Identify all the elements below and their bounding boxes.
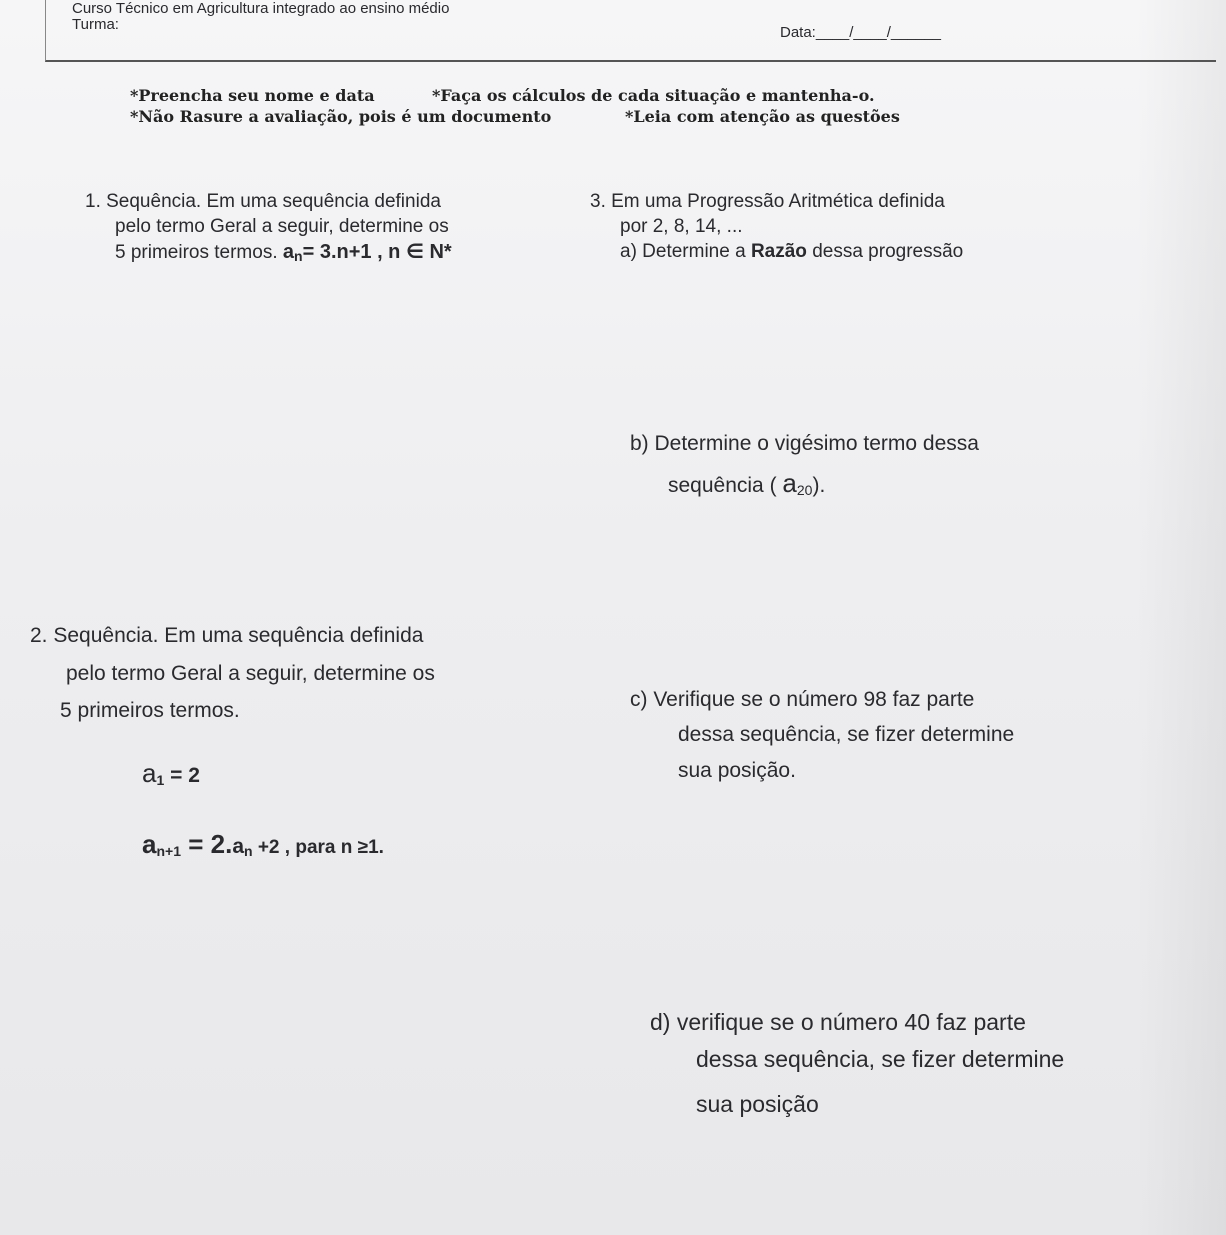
q2-a1-formula: $a_1 = 2$	[142, 758, 200, 788]
q1-line3	[115, 240, 452, 266]
instruction-calculations: *Faça os cálculos de cada situação e mantenha-o.	[432, 86, 875, 105]
instruction-name-date: *Preencha seu nome e data	[130, 86, 375, 105]
q3-c-line1: c) Verifique se o número 98 faz parte	[630, 688, 975, 711]
q3-d-line1: d) verifique se o número 40 faz parte	[650, 1009, 1026, 1035]
q2-line3: 5 primeiros termos.	[60, 699, 240, 722]
q3-d-line3: sua posição	[696, 1091, 819, 1117]
q3-a: a) Determine a Razão dessa progressão	[620, 241, 964, 262]
date-label: Data:	[780, 24, 816, 41]
course-title: Curso Técnico em Agricultura integrado ao ensino médio	[72, 0, 450, 17]
q3-line1: 3. Em uma Progressão Aritmética definida	[590, 191, 945, 212]
q1-line2: pelo termo Geral a seguir, determine os	[115, 216, 449, 237]
instruction-read-carefully: *Leia com atenção as questões	[625, 107, 900, 126]
q2-line1: 2. Sequência. Em uma sequência definida	[30, 624, 424, 647]
q2-recurrence-formula: $a_{n+1} = 2.a_n +2$ , para n ≥1.	[142, 829, 384, 859]
q3-d-line2: dessa sequência, se fizer determine	[696, 1046, 1065, 1072]
q3-c-line2: dessa sequência, se fizer determine	[678, 723, 1015, 746]
page-shadow	[1136, 0, 1226, 1235]
q2-line2: pelo termo Geral a seguir, determine os	[66, 662, 435, 685]
q3-b-line1: b) Determine o vigésimo termo dessa	[630, 432, 979, 455]
q1-formula: $a_n= 3.n+1$ , n ∈ N*	[282, 241, 452, 264]
date-blanks: ____/____/______	[815, 24, 941, 41]
date-field	[780, 24, 941, 41]
class-label: Turma:	[72, 16, 119, 33]
q1-line1: 1. Sequência. Em uma sequência definida	[85, 191, 441, 212]
q3-line2: por 2, 8, 14, ...	[620, 216, 743, 237]
q3-c-line3: sua posição.	[678, 759, 796, 782]
q3-b-line2: sequência ( $a_{20}$).	[668, 468, 826, 498]
q1-line3-text: 5 primeiros termos.	[115, 242, 278, 263]
instruction-no-erase: *Não Rasure a avaliação, pois é um documento	[130, 107, 552, 126]
